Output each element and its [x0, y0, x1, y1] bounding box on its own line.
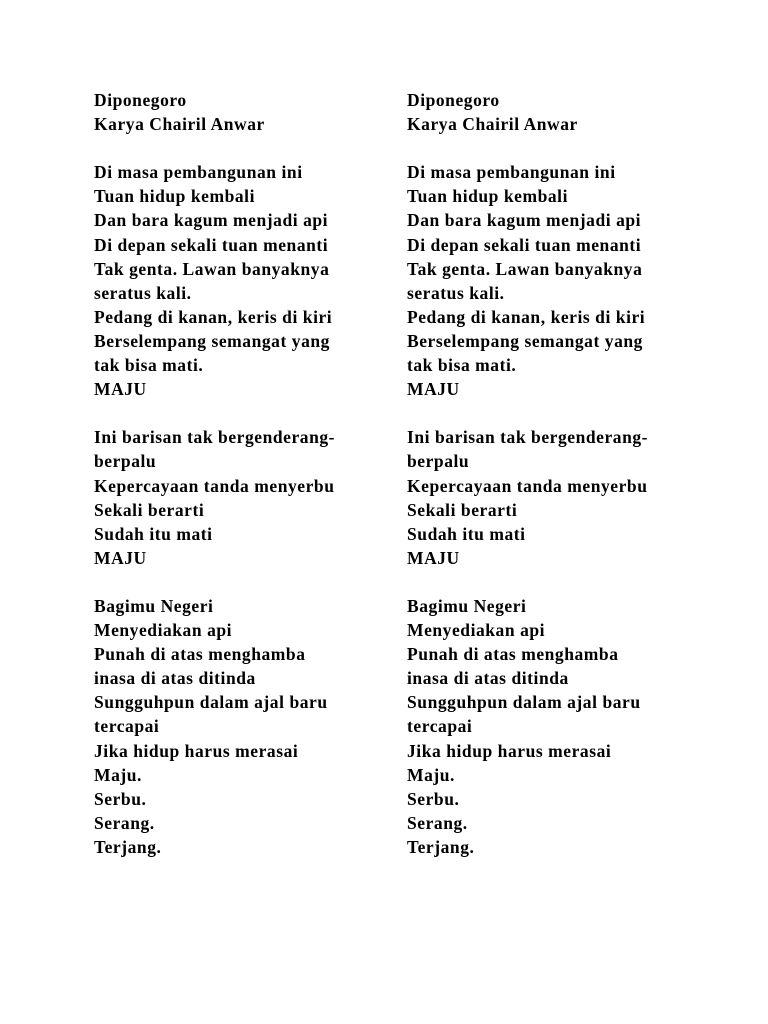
poem-line: inasa di atas ditinda: [94, 668, 256, 689]
poem-line: Tak genta. Lawan banyaknya: [94, 258, 330, 279]
stanza-gap: [94, 401, 394, 425]
poem-column-right: [407, 88, 707, 859]
poem-author: Karya Chairil Anwar: [94, 114, 265, 135]
poem-line: Di depan sekali tuan menanti: [407, 234, 642, 255]
poem-line: berpalu: [407, 451, 470, 472]
poem-line: Terjang.: [94, 836, 162, 857]
stanza-gap: [94, 136, 394, 160]
poem-line: Jika hidup harus merasai: [407, 740, 612, 761]
poem-line: Sungguhpun dalam ajal baru: [94, 692, 328, 713]
poem-line: Bagimu Negeri: [94, 595, 214, 616]
poem-line: Di masa pembangunan ini: [94, 162, 303, 183]
poem-line: Serang.: [94, 812, 155, 833]
poem-line: berpalu: [94, 451, 157, 472]
poem-line: Menyediakan api: [407, 620, 546, 641]
stanza-gap: [407, 136, 707, 160]
poem-line: Sekali berarti: [94, 499, 205, 520]
poem-line: Tak genta. Lawan banyaknya: [407, 258, 643, 279]
poem-line: Berselempang semangat yang: [94, 330, 330, 351]
poem-line: Serbu.: [94, 788, 147, 809]
poem-line: tak bisa mati.: [407, 355, 517, 376]
poem-line: MAJU: [407, 379, 460, 400]
poem-author: Karya Chairil Anwar: [407, 114, 578, 135]
poem-line: Dan bara kagum menjadi api: [407, 210, 642, 231]
poem-line: MAJU: [94, 379, 147, 400]
poem-line: Bagimu Negeri: [407, 595, 527, 616]
poem-line: Kepercayaan tanda menyerbu: [94, 475, 335, 496]
poem-line: Sudah itu mati: [94, 523, 213, 544]
poem-line: inasa di atas ditinda: [407, 668, 569, 689]
poem-line: Tuan hidup kembali: [94, 186, 256, 207]
poem-line: Menyediakan api: [94, 620, 233, 641]
poem-line: Pedang di kanan, keris di kiri: [94, 306, 333, 327]
stanza-gap: [407, 570, 707, 594]
poem-line: Maju.: [407, 764, 455, 785]
poem-line: Terjang.: [407, 836, 475, 857]
poem-line: Kepercayaan tanda menyerbu: [407, 475, 648, 496]
poem-line: Maju.: [94, 764, 142, 785]
poem-line: Di masa pembangunan ini: [407, 162, 616, 183]
poem-column-left: [94, 88, 394, 859]
poem-line: Ini barisan tak bergenderang-: [94, 427, 336, 448]
poem-line: MAJU: [407, 547, 460, 568]
poem-line: Serang.: [407, 812, 468, 833]
poem-line: Ini barisan tak bergenderang-: [407, 427, 649, 448]
poem-line: Serbu.: [407, 788, 460, 809]
poem-line: Punah di atas menghamba: [94, 644, 306, 665]
poem-line: Di depan sekali tuan menanti: [94, 234, 329, 255]
poem-line: Punah di atas menghamba: [407, 644, 619, 665]
poem-line: seratus kali.: [407, 282, 505, 303]
poem-line: Pedang di kanan, keris di kiri: [407, 306, 646, 327]
poem-line: Tuan hidup kembali: [407, 186, 569, 207]
stanza-gap: [407, 401, 707, 425]
poem-title: Diponegoro: [94, 90, 187, 110]
poem-line: Dan bara kagum menjadi api: [94, 210, 329, 231]
poem-line: tercapai: [94, 716, 160, 737]
poem-line: tak bisa mati.: [94, 355, 204, 376]
poem-line: tercapai: [407, 716, 473, 737]
poem-line: Sekali berarti: [407, 499, 518, 520]
poem-line: Sudah itu mati: [407, 523, 526, 544]
poem-line: seratus kali.: [94, 282, 192, 303]
poem-line: Jika hidup harus merasai: [94, 740, 299, 761]
poem-line: Sungguhpun dalam ajal baru: [407, 692, 641, 713]
poem-line: Berselempang semangat yang: [407, 330, 643, 351]
poem-title: Diponegoro: [407, 90, 500, 110]
stanza-gap: [94, 570, 394, 594]
poem-line: MAJU: [94, 547, 147, 568]
